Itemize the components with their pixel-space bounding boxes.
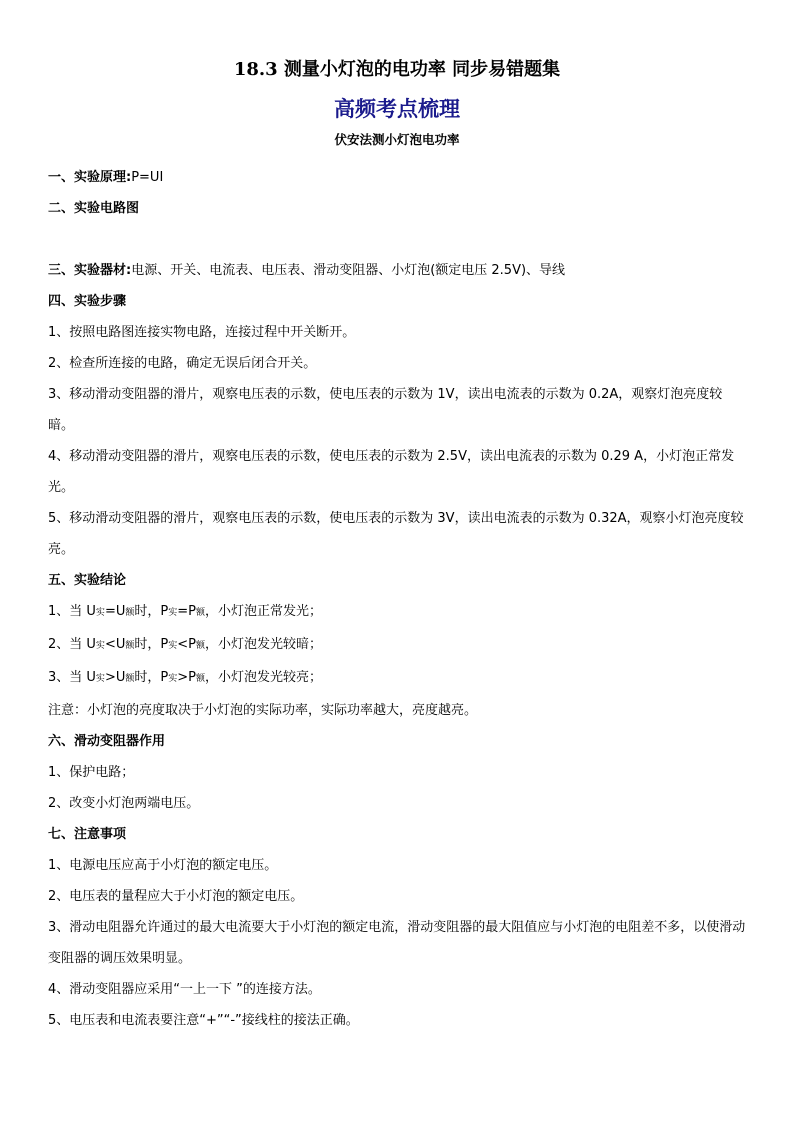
notes-item: 3、滑动电阻器允许通过的最大电流要大于小灯泡的额定电流，滑动变阻器的最大阻值应与小灯泡的电阻差不多，以使滑动变阻器的调压效果明显。 xyxy=(48,920,746,966)
conclusion-text: ，小灯泡发光较亮； xyxy=(204,670,322,685)
notes-heading-line xyxy=(48,819,748,850)
subscript: 实 xyxy=(95,641,105,651)
principle-line xyxy=(48,162,748,193)
subscript: 额 xyxy=(195,674,205,684)
notes-item: 2、电压表的量程应大于小灯泡的额定电压。 xyxy=(48,889,304,904)
conclusion-text: <P xyxy=(177,637,196,652)
notes-heading: 七、注意事项 xyxy=(48,827,127,842)
conclusion-text: >P xyxy=(177,670,196,685)
document-body xyxy=(48,162,748,1036)
subscript: 实 xyxy=(168,641,178,651)
rheostat-item: 2、改变小灯泡两端电压。 xyxy=(48,796,200,811)
steps-heading-line xyxy=(48,286,748,317)
conclusion-item xyxy=(48,596,748,629)
principle-text: P=UI xyxy=(131,170,164,185)
conclusion-item xyxy=(48,629,748,662)
steps-heading: 四、实验步骤 xyxy=(48,294,127,309)
conclusion-text: 时，P xyxy=(134,637,169,652)
section-title: 高频考点梳理 xyxy=(334,96,460,121)
conclusion-text: =P xyxy=(177,604,196,619)
rheostat-item: 1、保护电路； xyxy=(48,765,135,780)
notes-item: 5、电压表和电流表要注意“+”“-”接线柱的接法正确。 xyxy=(48,1013,359,1028)
rheostat-heading-line xyxy=(48,726,748,757)
conclusion-text: ，小灯泡正常发光； xyxy=(204,604,322,619)
subscript: 实 xyxy=(95,608,105,618)
step-item: 2、检查所连接的电路，确定无误后闭合开关。 xyxy=(48,356,317,371)
subscript: 额 xyxy=(125,608,135,618)
subscript: 额 xyxy=(195,641,205,651)
conclusion-heading-line xyxy=(48,565,748,596)
circuit-heading: 二、实验电路图 xyxy=(48,201,140,216)
document-title: 18.3 测量小灯泡的电功率 同步易错题集 xyxy=(233,59,561,80)
conclusion-heading: 五、实验结论 xyxy=(48,573,127,588)
circuit-line xyxy=(48,193,748,224)
step-item: 5、移动滑动变阻器的滑片，观察电压表的示数，使电压表的示数为 3V，读出电流表的示数为 0.32A，观察小灯泡亮度较亮。 xyxy=(48,511,744,557)
equipment-text: 电源、开关、电流表、电压表、滑动变阻器、小灯泡(额定电压 2.5V)、导线 xyxy=(131,263,566,278)
circuit-diagram-area xyxy=(48,224,748,255)
subscript: 额 xyxy=(195,608,205,618)
notes-item: 1、电源电压应高于小灯泡的额定电压。 xyxy=(48,858,278,873)
step-item: 1、按照电路图连接实物电路，连接过程中开关断开。 xyxy=(48,325,356,340)
conclusion-text: >U xyxy=(104,670,126,685)
equipment-line xyxy=(48,255,748,286)
conclusion-text: 时，P xyxy=(134,604,169,619)
step-item: 4、移动滑动变阻器的滑片，观察电压表的示数，使电压表的示数为 2.5V，读出电流表的示数为 0.29 A，小灯泡正常发光。 xyxy=(48,449,735,495)
conclusion-item xyxy=(48,662,748,695)
conclusion-text: 3、当 U xyxy=(48,670,96,685)
topic-title: 伏安法测小灯泡电功率 xyxy=(334,132,460,147)
subscript: 实 xyxy=(95,674,105,684)
equipment-heading: 三、实验器材: xyxy=(48,263,132,278)
notes-item: 4、滑动变阻器应采用“一上一下 ”的连接方法。 xyxy=(48,982,321,997)
subscript: 额 xyxy=(125,641,135,651)
conclusion-note: 注意：小灯泡的亮度取决于小灯泡的实际功率，实际功率越大，亮度越亮。 xyxy=(48,703,478,718)
conclusion-text: 1、当 U xyxy=(48,604,96,619)
principle-heading: 一、实验原理: xyxy=(48,170,132,185)
conclusion-text: ，小灯泡发光较暗； xyxy=(204,637,322,652)
step-item: 3、移动滑动变阻器的滑片，观察电压表的示数，使电压表的示数为 1V，读出电流表的示数为 0.2A，观察灯泡亮度较暗。 xyxy=(48,387,723,433)
conclusion-text: 2、当 U xyxy=(48,637,96,652)
rheostat-heading: 六、滑动变阻器作用 xyxy=(48,734,166,749)
conclusion-text: <U xyxy=(104,637,126,652)
subscript: 实 xyxy=(168,674,178,684)
subscript: 实 xyxy=(168,608,178,618)
subscript: 额 xyxy=(125,674,135,684)
conclusion-text: =U xyxy=(104,604,126,619)
conclusion-text: 时，P xyxy=(134,670,169,685)
